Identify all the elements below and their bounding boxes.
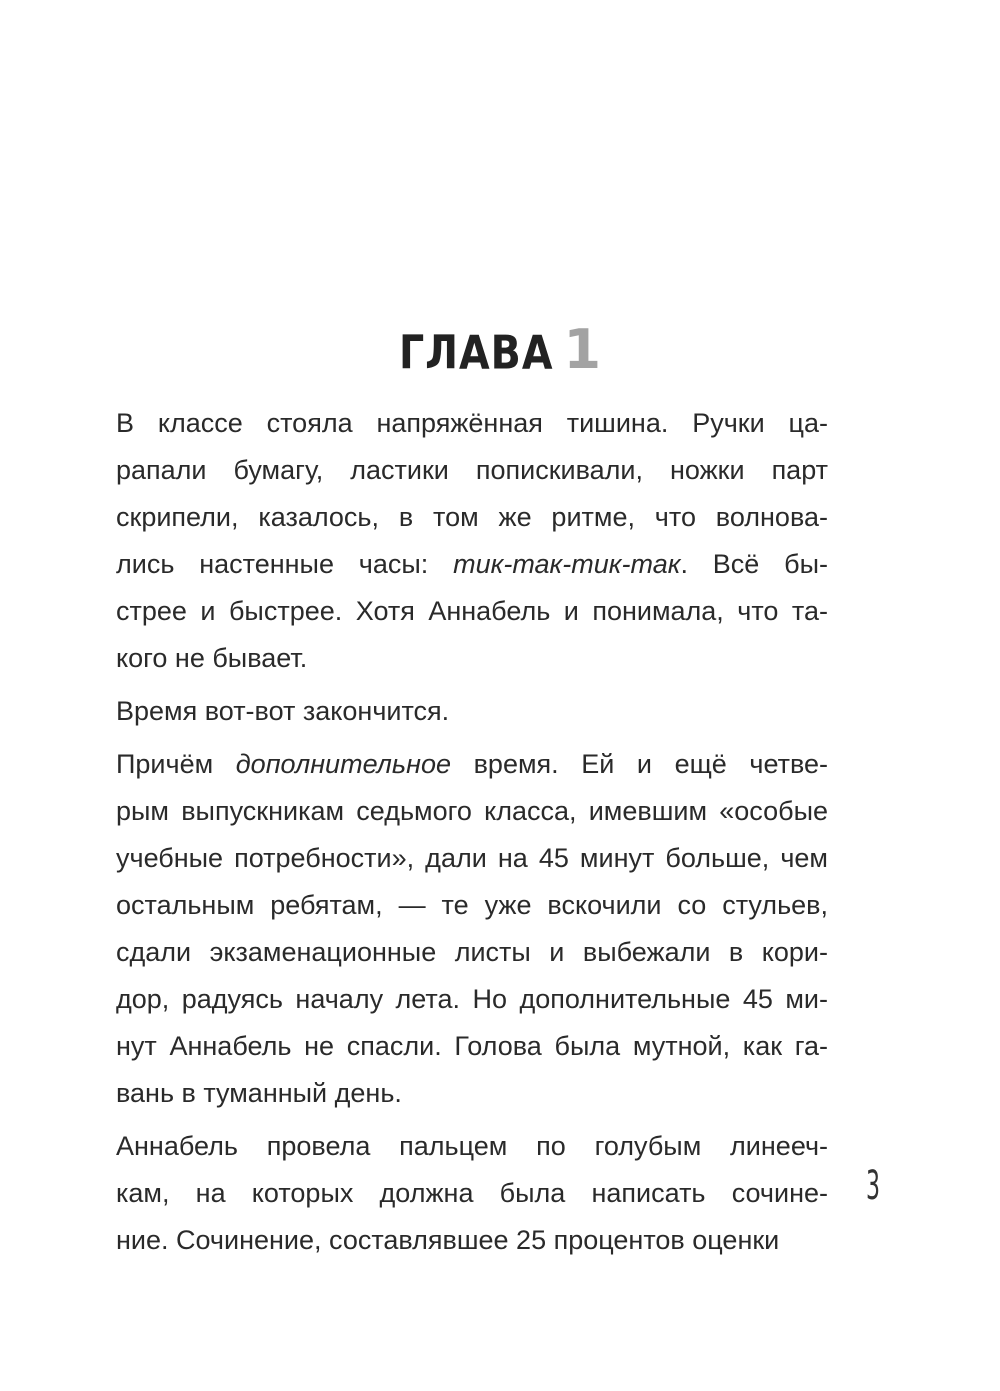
text-segment: рапали бумагу, ластики попискивали, ножки парт: [116, 455, 828, 485]
chapter-number: 1: [563, 318, 602, 381]
text-line: [116, 1217, 828, 1264]
text-segment: нут Аннабель не спасли. Голова была мутной, как га-: [116, 1031, 828, 1061]
text-segment: Время вот-вот закончится.: [116, 696, 450, 726]
text-segment: время. Ей и ещё четве-: [451, 749, 829, 779]
paragraph: [116, 688, 828, 735]
text-line: [116, 541, 828, 588]
text-segment: ние. Сочинение, составлявшее 25 процентов оценки: [116, 1225, 780, 1255]
text-segment: вань в туманный день.: [116, 1078, 402, 1108]
italic-text: тик-так-тик-так: [453, 549, 681, 579]
chapter-label: ГЛАВА: [398, 326, 554, 381]
text-segment: стрее и быстрее. Хотя Аннабель и понимала, что та-: [116, 596, 828, 626]
text-segment: учебные потребности», дали на 45 минут больше, чем: [116, 843, 828, 873]
text-line: [116, 1070, 828, 1117]
text-line: [116, 588, 828, 635]
text-segment: рым выпускникам седьмого класса, имевшим «особые: [116, 796, 828, 826]
text-segment: кам, на которых должна была написать сочине-: [116, 1178, 828, 1208]
paragraph: [116, 741, 828, 1117]
text-segment: Причём: [116, 749, 236, 779]
text-segment: В классе стояла напряжённая тишина. Ручки ца-: [116, 408, 828, 438]
text-line: [116, 688, 828, 735]
text-line: [116, 929, 828, 976]
text-segment: дор, радуясь началу лета. Но дополнительные 45 ми-: [116, 984, 828, 1014]
text-segment: кого не бывает.: [116, 643, 308, 673]
text-segment: скрипели, казалось, в том же ритме, что волнова-: [116, 502, 828, 532]
text-line: [116, 741, 828, 788]
text-line: [116, 1170, 828, 1217]
text-segment: . Всё бы-: [680, 549, 828, 579]
text-line: [116, 1123, 828, 1170]
text-line: [116, 635, 828, 682]
italic-text: дополнительное: [235, 749, 451, 779]
text-line: [116, 1023, 828, 1070]
text-segment: лись настенные часы:: [116, 549, 454, 579]
page-number: 3: [866, 1163, 880, 1209]
text-line: [116, 976, 828, 1023]
text-line: [116, 400, 828, 447]
paragraph: [116, 400, 828, 682]
text-line: [116, 788, 828, 835]
chapter-heading: [0, 318, 1000, 381]
text-line: [116, 447, 828, 494]
paragraph: [116, 1123, 828, 1264]
text-line: [116, 882, 828, 929]
text-line: [116, 494, 828, 541]
body-text: [116, 400, 828, 1264]
text-segment: остальным ребятам, — те уже вскочили со стульев,: [116, 890, 828, 920]
text-line: [116, 835, 828, 882]
text-segment: сдали экзаменационные листы и выбежали в кори-: [116, 937, 828, 967]
text-segment: Аннабель провела пальцем по голубым линееч-: [116, 1131, 828, 1161]
